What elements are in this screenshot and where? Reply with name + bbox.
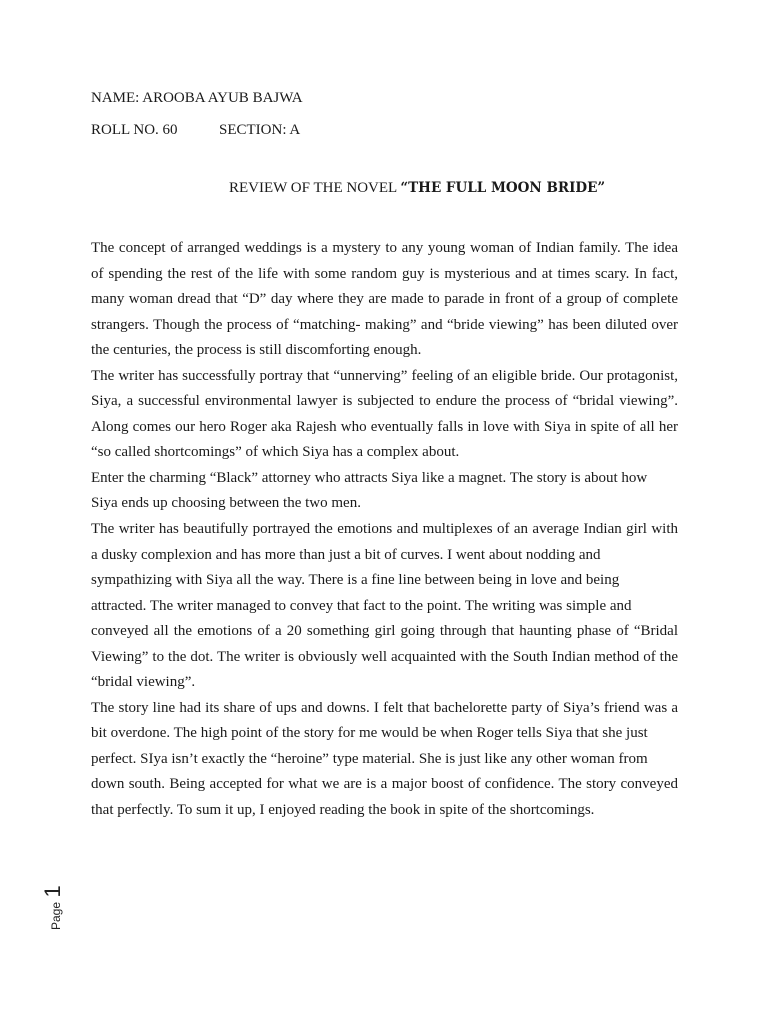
text-line: many woman dread that “D” day where they are made to parade in front of a group of complete <box>91 291 678 308</box>
text-line: strangers. Though the process of “matching- making” and “bride viewing” has been diluted over <box>91 316 678 333</box>
section: SECTION: A <box>219 122 301 138</box>
page-number-footer <box>40 885 66 930</box>
text-line: “bridal viewing”. <box>91 674 196 691</box>
text-line: a dusky complexion and has more than just a bit of curves. I went about nodding and <box>91 546 601 563</box>
text-line: Siya, a successful environmental lawyer is subjected to endure the process of “bridal viewing”. <box>91 393 678 410</box>
text-line: Viewing” to the dot. The writer is obviously well acquainted with the South Indian method of the <box>91 648 678 665</box>
text-line: that perfectly. To sum it up, I enjoyed reading the book in spite of the shortcomings. <box>91 802 595 819</box>
page-number: 1 <box>40 885 65 898</box>
book-title: “THE FULL MOON BRIDE” <box>400 180 606 196</box>
text-line: bit overdone. The high point of the story for me would be when Roger tells Siya that she just <box>91 725 648 742</box>
text-line: conveyed all the emotions of a 20 something girl going through that haunting phase of “Bridal <box>91 623 678 640</box>
text-line: Siya ends up choosing between the two men. <box>91 495 361 512</box>
text-line: perfect. SIya isn’t exactly the “heroine” type material. She is just like any other woman from <box>91 750 648 767</box>
text-line: Along comes our hero Roger aka Rajesh who eventually falls in love with Siya in spite of all her <box>91 418 678 435</box>
text-line: “so called shortcomings” of which Siya has a complex about. <box>91 444 460 461</box>
text-line: sympathizing with Siya all the way. There is a fine line between being in love and being <box>91 572 620 589</box>
text-line: The concept of arranged weddings is a mystery to any young woman of Indian family. The idea <box>91 240 678 256</box>
text-line: the centuries, the process is still discomforting enough. <box>91 342 422 359</box>
roll-number: ROLL NO. 60 <box>91 122 178 138</box>
review-body <box>91 236 678 824</box>
text-line: of spending the rest of the life with some random guy is mysterious and at times scary. In fact, <box>91 265 678 282</box>
text-line: The writer has beautifully portrayed the emotions and multiplexes of an average Indian girl with <box>91 521 678 538</box>
document-title <box>229 180 605 197</box>
text-line: The writer has successfully portray that “unnerving” feeling of an eligible bride. Our protagonist, <box>91 367 678 384</box>
student-name: NAME: AROOBA AYUB BAJWA <box>91 90 303 106</box>
text-line: attracted. The writer managed to convey that fact to the point. The writing was simple and <box>91 597 632 614</box>
text-line: down south. Being accepted for what we are is a major boost of confidence. The story conveyed <box>91 776 678 793</box>
text-line: Enter the charming “Black” attorney who attracts Siya like a magnet. The story is about how <box>91 469 648 486</box>
text-line: The story line had its share of ups and downs. I felt that bachelorette party of Siya’s friend was a <box>91 699 678 716</box>
title-prefix: REVIEW OF THE NOVEL <box>229 180 401 196</box>
page-label: Page <box>49 901 63 930</box>
